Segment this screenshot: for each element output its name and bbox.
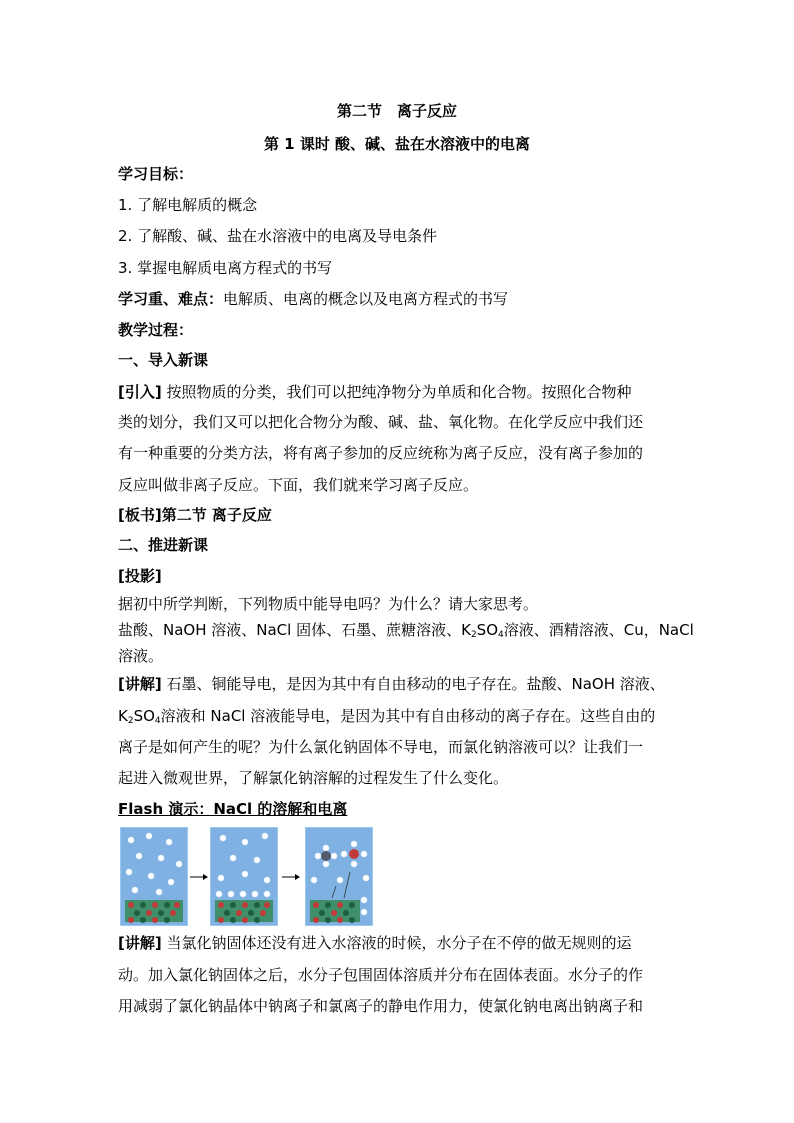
question-line: 据初中所学判断，下列物质中能导电吗？为什么？请大家思考。 [118,595,539,613]
paragraph-line: 反应叫做非离子反应。下面，我们就来学习离子反应。 [118,476,479,494]
focus-label: 学习重、难点： [118,290,224,308]
chloride-ion [349,849,359,859]
hydrated-ions-illustration [306,828,372,925]
flash-title: Flash 演示：NaCl 的溶解和电离 [118,800,348,818]
intro-label: [引入] [118,383,162,401]
dissolution-frame-1 [120,827,188,926]
paragraph-line: 离子是如何产生的呢？为什么氯化钠固体不导电，而氯化钠溶液可以？让我们一 [118,738,644,756]
substance-list [118,620,694,640]
focus-line [118,289,508,309]
explain-text: SO [133,707,155,725]
explain-label: [讲解] [118,934,162,952]
explain-text: 石墨、铜能导电，是因为其中有自由移动的电子存在。盐酸、NaOH 溶液、 [161,675,665,693]
goal-item: 2. 了解酸、碱、盐在水溶液中的电离及导电条件 [118,227,438,245]
section-heading: 一、导入新课 [118,351,209,369]
intro-text: 按照物质的分类，我们可以把纯净物分为单质和化合物。按照化合物种 [161,383,632,401]
explain-label: [讲解] [118,675,162,693]
subscript: 2 [470,630,477,640]
paragraph-line [118,706,655,726]
water-molecules-illustration [121,828,187,925]
paragraph-line: 类的划分，我们又可以把化合物分为酸、碱、盐、氧化物。在化学反应中我们还 [118,413,644,431]
arrow-right-icon [189,872,209,882]
subscript: 2 [127,716,134,726]
page-title: 第二节 离子反应 [336,102,457,120]
goal-item: 3. 掌握电解质电离方程式的书写 [118,259,333,277]
sodium-ion [321,851,331,861]
dissolution-frame-3 [305,827,373,926]
subscript: 4 [154,716,161,726]
focus-text: 电解质、电离的概念以及电离方程式的书写 [223,290,509,308]
paragraph-line [118,933,632,953]
paragraph-line: 有一种重要的分类方法，将有离子参加的反应统称为离子反应，没有离子参加的 [118,444,644,462]
explain-text: 溶液和 NaCl 溶液能导电，是因为其中有自由移动的离子存在。这些自由的 [160,707,656,725]
substance-text: 盐酸、NaOH 溶液、NaCl 固体、石墨、蔗糖溶液、K [118,621,471,639]
subscript: 4 [498,630,504,640]
substance-text: 溶液、酒精溶液、Cu，NaCl [503,621,694,639]
arrow-right-icon [281,872,301,882]
goals-heading: 学习目标： [118,165,194,183]
projection-label: [投影] [118,567,162,585]
lesson-subtitle: 第 1 课时 酸、碱、盐在水溶液中的电离 [263,135,531,153]
goal-item: 1. 了解电解质的概念 [118,196,258,214]
section-heading: 二、推进新课 [118,536,209,554]
paragraph-line [118,674,665,694]
substance-text: SO [476,621,498,639]
explain-text: 当氯化钠固体还没有进入水溶液的时候，水分子在不停的做无规则的运 [161,934,632,952]
paragraph-line [118,382,632,402]
paragraph-line: 动。加入氯化钠固体之后，水分子包围固体溶质并分布在固体表面。水分子的作 [118,966,644,984]
explain-text: K [118,707,128,725]
dissolution-frame-2 [210,827,278,926]
paragraph-line: 起进入微观世界，了解氯化钠溶解的过程发生了什么变化。 [118,769,509,787]
substance-list-end: 溶液。 [118,647,164,665]
paragraph-line: 用减弱了氯化钠晶体中钠离子和氯离子的静电作用力，使氯化钠电离出钠离子和 [118,997,644,1015]
water-molecules-illustration [211,828,277,925]
board-note: [板书]第二节 离子反应 [118,506,272,524]
process-heading: 教学过程： [118,321,194,339]
